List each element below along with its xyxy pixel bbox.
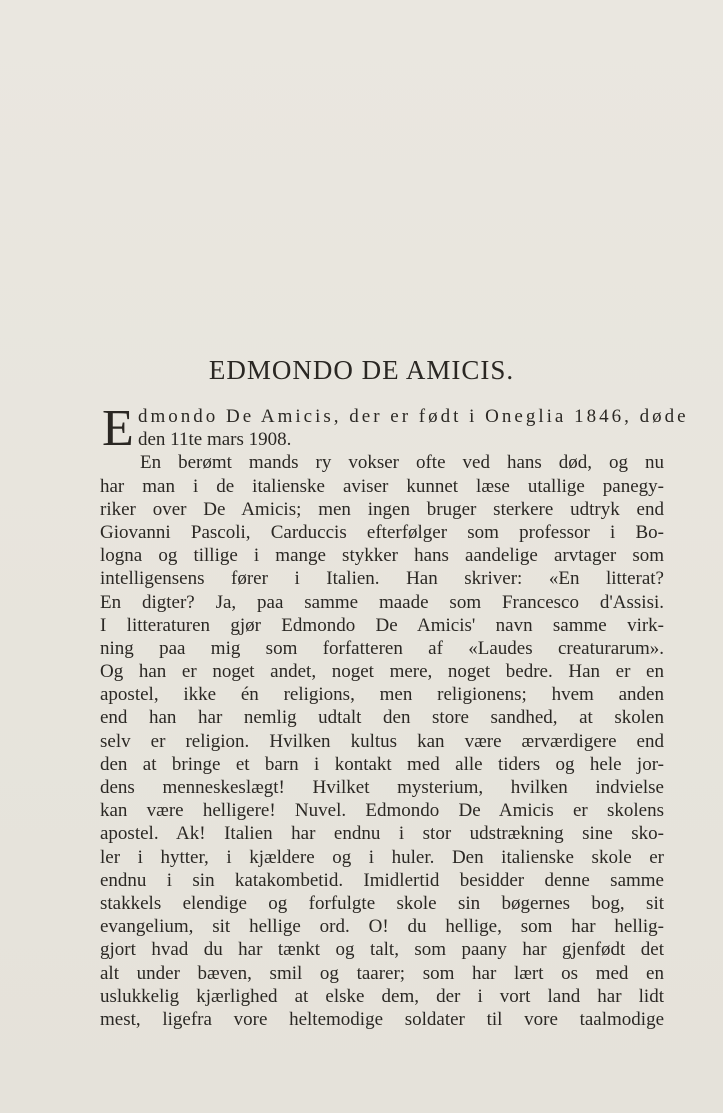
text-line: En berømt mands ry vokser ofte ved hans død, og nu <box>140 452 664 474</box>
chapter-title: EDMONDO DE AMICIS. <box>208 355 515 385</box>
text-line: En digter? Ja, paa samme maade som Francesco d'Assisi. <box>100 591 664 613</box>
text-line: alt under bæven, smil og taarer; som har lært os med en <box>100 962 664 984</box>
body-text <box>100 400 689 1031</box>
text-line: logna og tillige i mange stykker hans aandelige arvtager som <box>100 545 664 567</box>
text-line: har man i de italienske aviser kunnet læse utallige panegy- <box>100 475 664 497</box>
text-line: apostel, ikke én religions, men religionens; hvem anden <box>100 684 664 706</box>
text-line: apostel. Ak! Italien har endnu i stor udstrækning sine sko- <box>100 823 664 845</box>
text-line: intelligensens fører i Italien. Han skriver: «En litterat? <box>100 568 664 590</box>
text-line: dens menneskeslægt! Hvilket mysterium, hvilken indvielse <box>100 777 664 798</box>
opening-paragraph <box>100 400 689 457</box>
text-line: den at bringe et barn i kontakt med alle tiders og hele jor- <box>100 753 664 775</box>
text-line: mest, ligefra vore heltemodige soldater til vore taalmodige <box>100 1008 664 1030</box>
text-line: ler i hytter, i kjældere og i huler. Den italienske skole er <box>100 846 664 868</box>
drop-cap: E <box>102 400 134 457</box>
text-line: I litteraturen gjør Edmondo De Amicis' navn samme virk- <box>100 614 664 636</box>
text-line: Og han er noget andet, noget mere, noget bedre. Han er en <box>100 661 664 683</box>
text-line: riker over De Amicis; men ingen bruger sterkere udtryk end <box>100 498 664 520</box>
text-line: endnu i sin katakombetid. Imidlertid besidder denne samme <box>100 869 664 891</box>
text-line: ning paa mig som forfatteren af «Laudes creaturarum». <box>100 637 664 659</box>
text-line: stakkels elendige og forfulgte skole sin bøgernes bog, sit <box>100 892 664 914</box>
text-line: Giovanni Pascoli, Carduccis efterfølger som professor i Bo- <box>100 521 664 543</box>
text-line: kan være helligere! Nuvel. Edmondo De Amicis er skolens <box>100 800 664 822</box>
text-line: uslukkelig kjærlighed at elske dem, der i vort land har lidt <box>100 985 664 1007</box>
text-line: gjort hvad du har tænkt og talt, som paany har gjenfødt det <box>100 939 664 961</box>
text-line: den 11te mars 1908. <box>138 429 292 451</box>
text-line: selv er religion. Hvilken kultus kan være ærværdigere end <box>100 730 664 752</box>
text-line: dmondo De Amicis, der er født i Oneglia 1846, døde <box>138 406 689 427</box>
text-line: end han har nemlig udtalt den store sandhed, at skolen <box>100 707 664 729</box>
text-line: evangelium, sit hellige ord. O! du hellige, som har hellig- <box>100 916 664 938</box>
